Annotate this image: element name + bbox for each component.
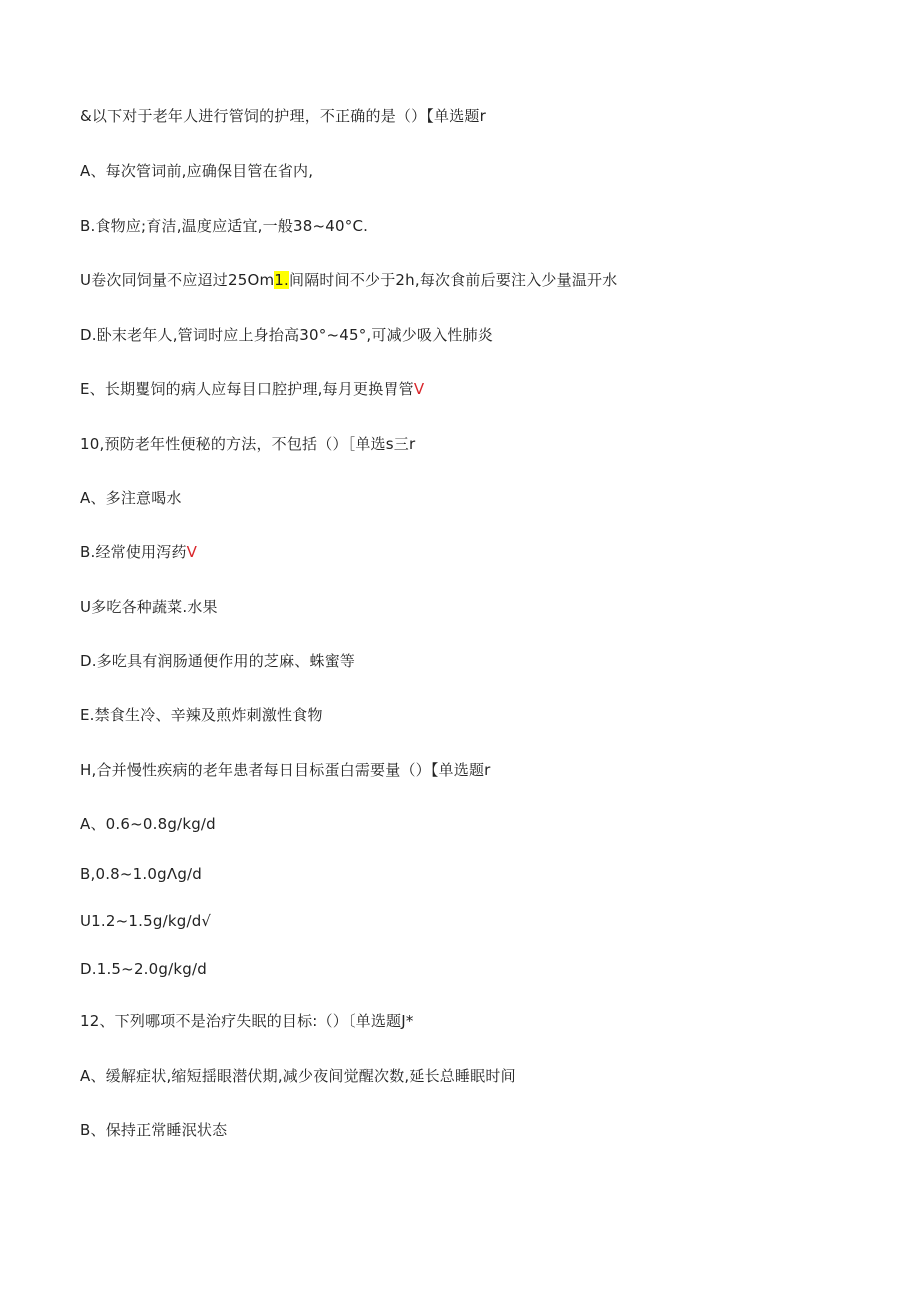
q9-option-d: D.卧末老年人,管词时应上身抬高30°~45°,可减少吸入性肺炎 [80, 326, 493, 344]
q9-option-a: A、每次管词前,应确保目管在省内, [80, 162, 314, 180]
answer-check-mark: V [186, 543, 198, 561]
highlighted-text: 1. [274, 271, 290, 289]
question-10: 10,预防老年性便秘的方法，不包括（）［单选s三r [80, 435, 416, 453]
question-11: H,合并慢性疾病的老年患者每日目标蛋白需要量（）【单选题r [80, 761, 491, 779]
q11-option-c: U1.2~1.5g∕kg∕d√ [80, 912, 212, 930]
q9-option-c [80, 270, 617, 290]
q10-option-d: D.多吃具有润肠通便作用的芝麻、蛛蜜等 [80, 652, 356, 670]
q10-option-b-text: B.经常使用泻药 [80, 543, 187, 561]
q9-option-e-text: E、长期矍饲的病人应每目口腔护理,每月更换胃管 [80, 380, 414, 398]
question-9: &以下对于老年人进行管饲的护理，不正确的是（）【单选题r [80, 107, 486, 125]
q11-option-b: B,0.8~1.0gΛg∕d [80, 865, 203, 883]
question-12: 12、下列哪项不是治疗失眠的目标:（）〔单选题J* [80, 1012, 414, 1030]
q11-option-d: D.1.5~2.0g∕kg∕d [80, 960, 207, 978]
q9-option-c-text-rest: 间隔时间不少于2h,每次食前后要注入少量温开水 [289, 271, 618, 289]
q9-option-e [80, 379, 424, 399]
answer-check-mark: V [413, 380, 425, 398]
q11-option-a: A、0.6~0.8g∕kg∕d [80, 815, 216, 833]
q9-option-b: B.食物应;育洁,温度应适宜,一般38~40°C. [80, 217, 369, 235]
q10-option-c: U多吃各种蔬菜.水果 [80, 598, 218, 616]
q10-option-b [80, 542, 197, 562]
q12-option-a: A、缓解症状,缩短揺眼潜伏期,减少夜间觉醒次数,延长总睡眠时间 [80, 1067, 516, 1085]
q12-option-b: B、保持正常睡泯状态 [80, 1121, 228, 1139]
q10-option-a: A、多注意喝水 [80, 489, 182, 507]
q9-option-c-text: U卷次同饲量不应迢过25Om [80, 271, 275, 289]
q10-option-e: E.禁食生冷、辛辣及煎炸刺激性食物 [80, 706, 323, 724]
